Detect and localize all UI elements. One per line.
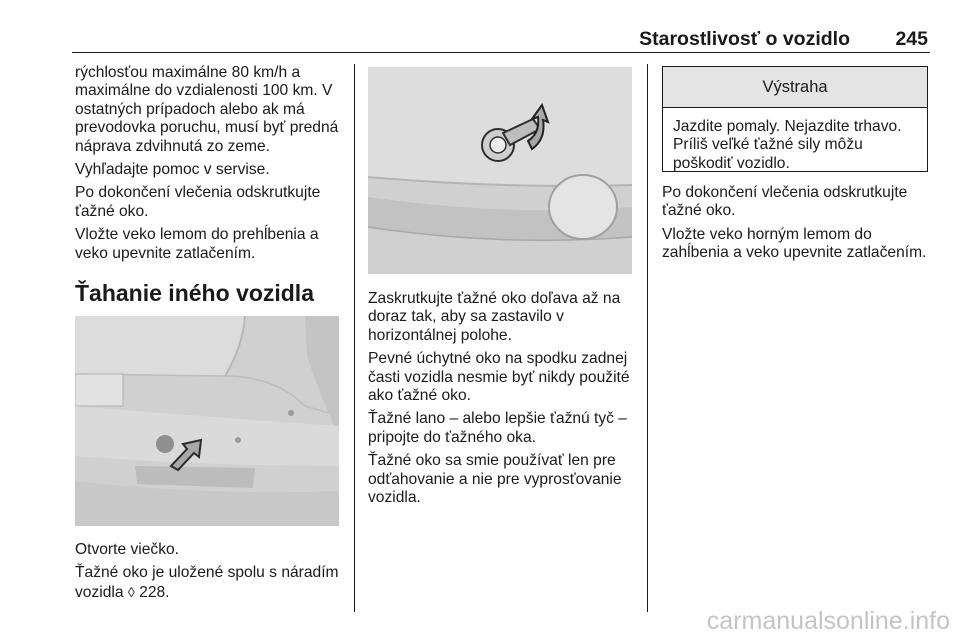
- paragraph: Zaskrutkujte ťažné oko doľava až na doraz tak, aby sa zastavilo v horizontálnej polohe.: [368, 290, 621, 344]
- watermark: carmanualsonline.info: [706, 607, 950, 635]
- paragraph-reference: [75, 564, 341, 602]
- section-heading: Ťahanie iného vozidla: [75, 280, 314, 306]
- paragraph: Otvorte viečko.: [75, 541, 179, 558]
- warning-box: [662, 66, 928, 172]
- paragraph: Vložte veko horným lemom do zahĺbenia a veko upevnite zatlačením.: [662, 225, 927, 262]
- paragraph: Vyhľadajte pomoc v servise.: [75, 161, 270, 179]
- paragraph: Ťažné lano – alebo lepšie ťažnú tyč – pripojte do ťažného oka.: [368, 410, 627, 446]
- column-2: [368, 290, 634, 512]
- paragraph: Po dokončení vlečenia odskrutkujte ťažné oko.: [75, 184, 321, 220]
- page-header: [72, 26, 930, 53]
- reference-page: 228.: [139, 583, 170, 601]
- column-divider-2: [647, 64, 648, 612]
- warning-title: Výstraha: [663, 67, 927, 108]
- rear-bumper-cover-illustration: [75, 316, 339, 526]
- column-3: [662, 184, 928, 268]
- paragraph: Ťažné oko sa smie používať len pre odťahovanie a nie pre vyprosťovanie vozidla.: [368, 452, 622, 507]
- paragraph: Po dokončení vlečenia odskrutkujte ťažné oko.: [662, 184, 908, 220]
- column-1: [75, 64, 341, 268]
- column-divider-1: [354, 64, 355, 612]
- page-number: 245: [895, 28, 928, 50]
- towing-eye-illustration: [368, 67, 632, 274]
- page-title: Starostlivosť o vozidlo: [639, 28, 850, 50]
- page-reference-icon: ◊: [127, 583, 135, 600]
- reference-text: Ťažné oko je uložené spolu s náradím vozidla: [75, 564, 339, 601]
- column-1-after-image: [75, 541, 341, 607]
- paragraph: Vložte veko lemom do prehĺbenia a veko upevnite zatlačením.: [75, 226, 319, 262]
- warning-body: Jazdite pomaly. Nejazdite trhavo. Príliš veľké ťažné sily môžu poškodiť vozidlo.: [673, 118, 902, 172]
- paragraph: Pevné úchytné oko na spodku zadnej časti vozidla nesmie byť nikdy použité ako ťažné oko.: [368, 350, 630, 405]
- paragraph: rýchlosťou maximálne 80 km/h a maximálne do vzdialenosti 100 km. V ostatných prípadoch alebo ak má prevodovka poruchu, musí byť predná náprava zdvihnutá zo zeme.: [75, 64, 339, 155]
